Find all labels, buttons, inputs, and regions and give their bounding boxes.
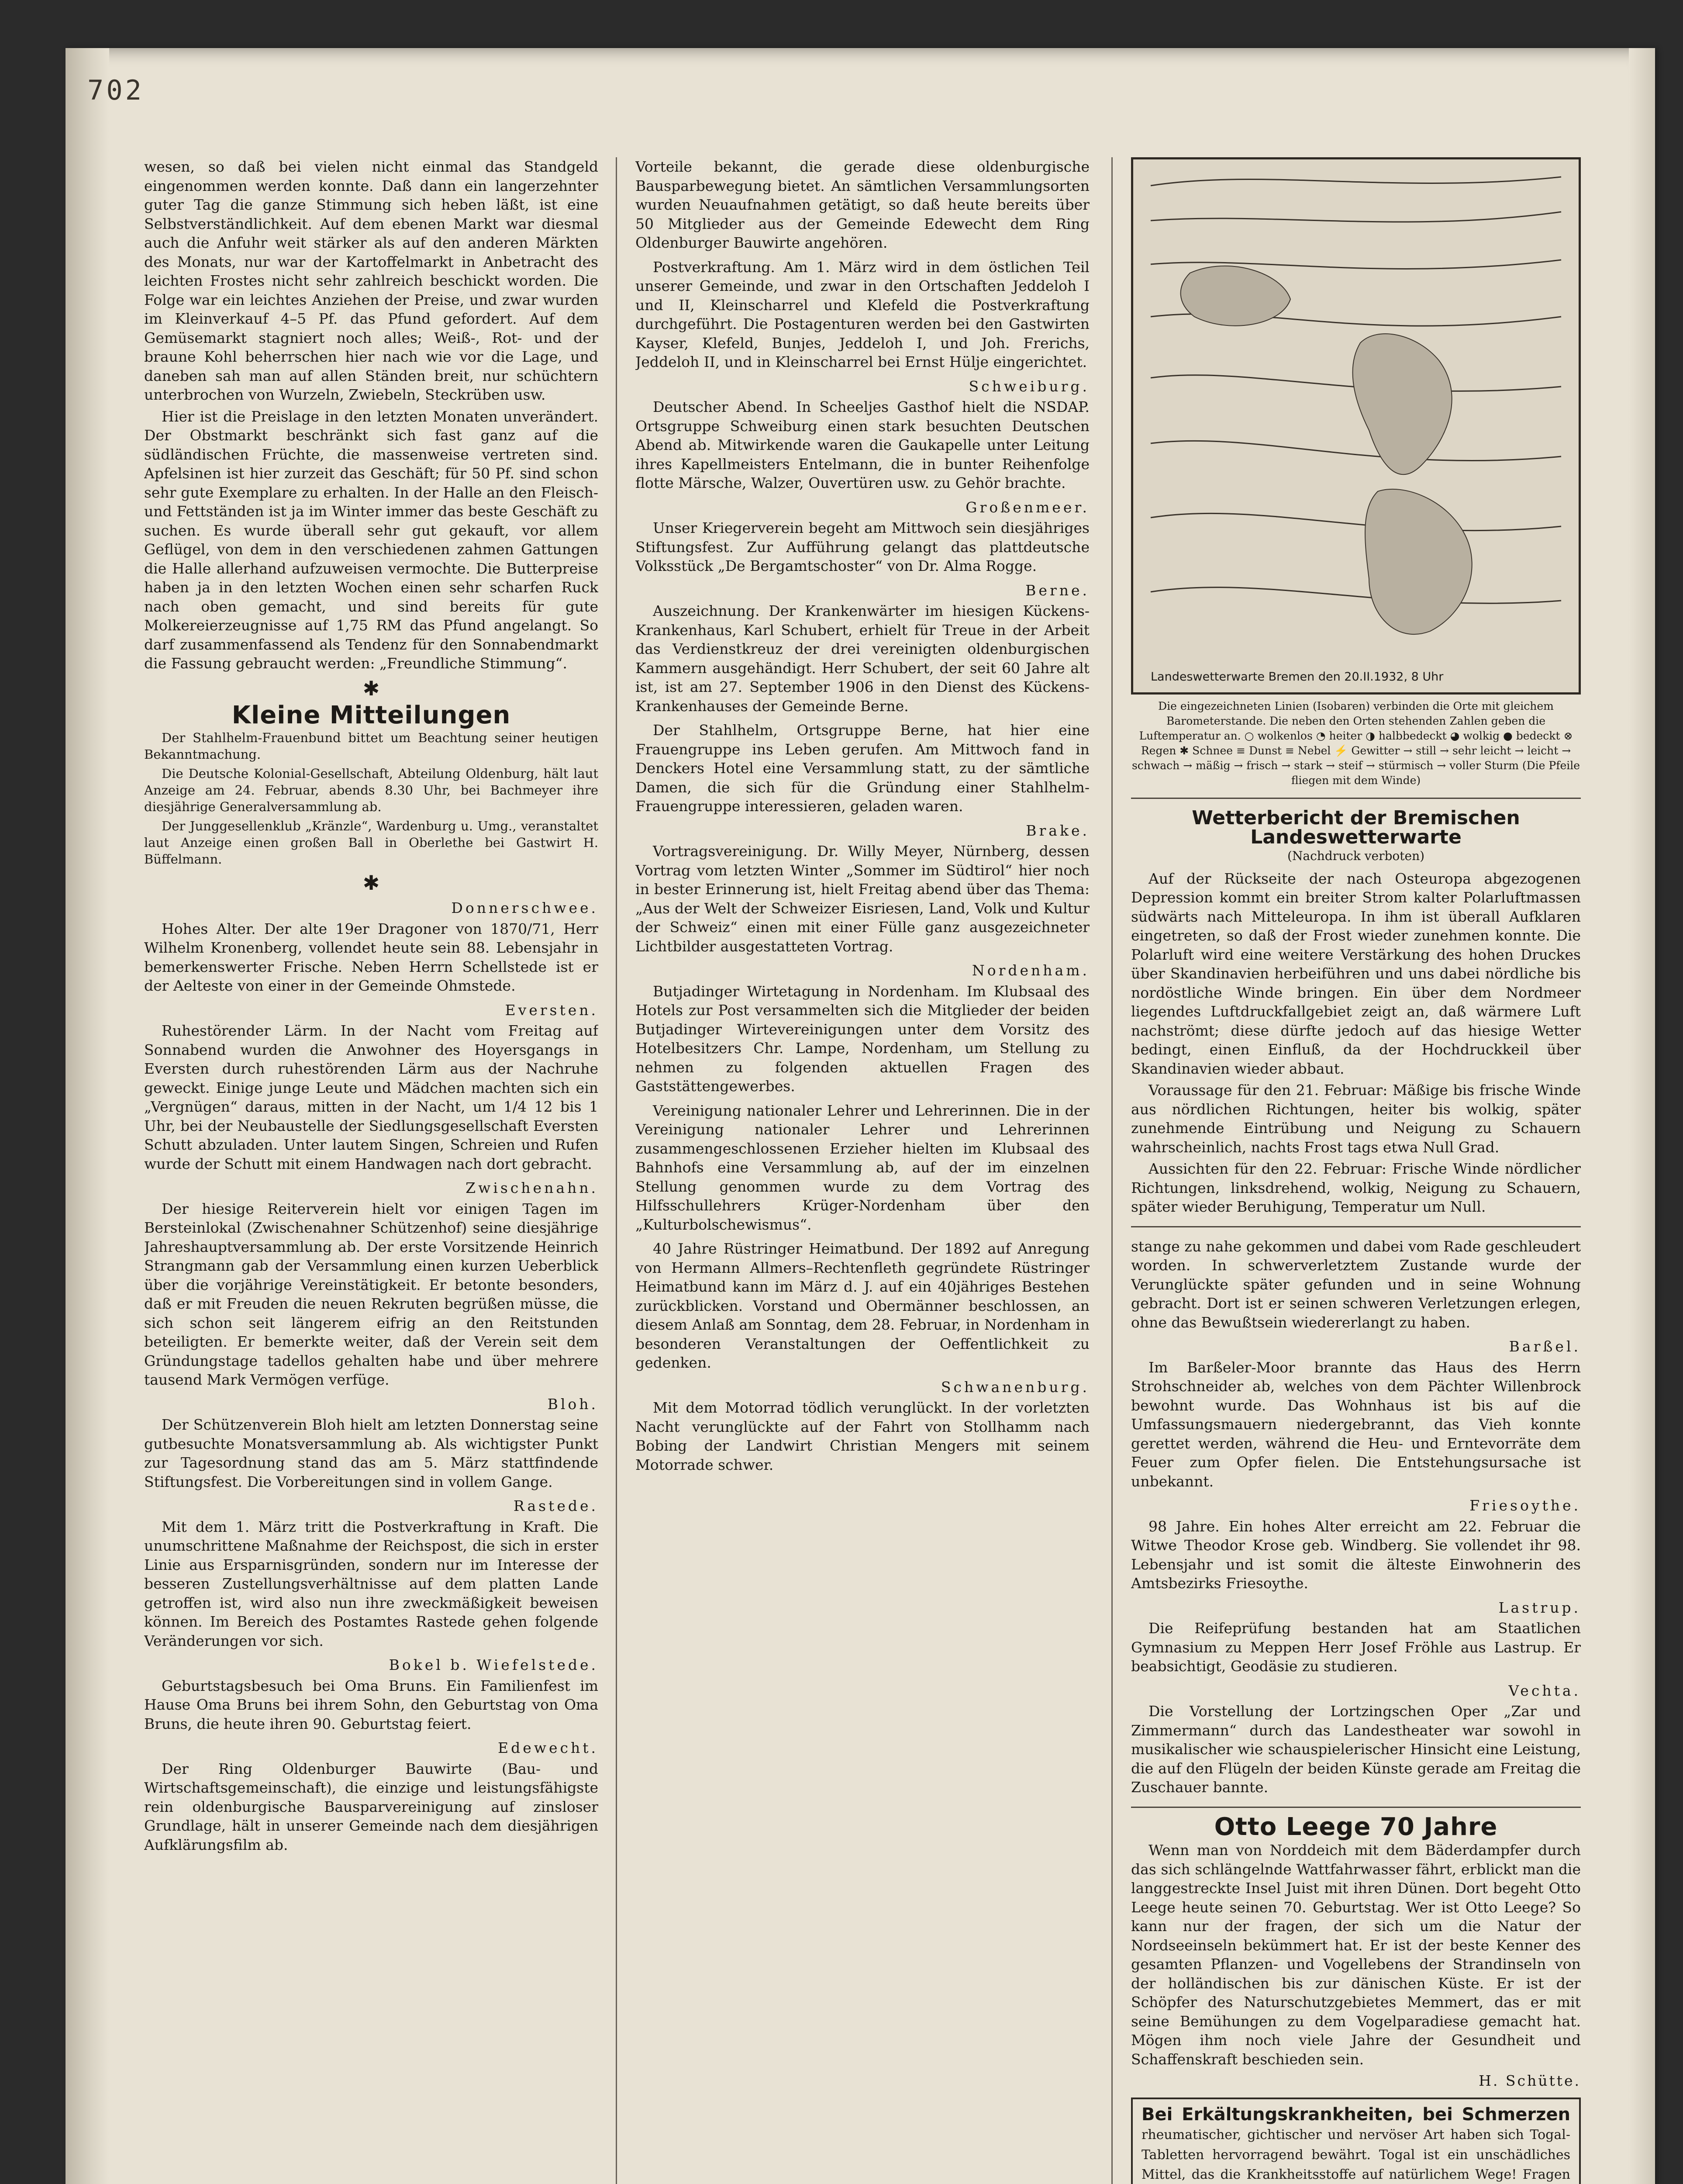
news-entry	[1131, 1237, 1581, 1332]
separator-asterisk: ✱	[362, 871, 380, 895]
section-title-kleine-mitteilungen: Kleine Mitteilungen	[231, 701, 511, 729]
news-entry	[144, 1655, 598, 1733]
entry-text: Der hiesige Reiterverein hielt vor einigen Tagen im Bersteinlokal (Zwischenahner Schützenhof) seine diesjährige Jahreshauptversammlung ab. Der erste Vorsitzende Heinrich Strangmann gab der Versammlung einen kurzen Ueberblick über die vorjährige Vereinstätigkeit. Er betonte besonders, daß er mit Freuden die neuen Rekruten begrüßen müsse, die sich schon seit längerem eifrig an den Reitstunden beteiligten. Er bemerkte weiter, daß der Verein seit dem Gründungstage tadellos gehalten habe und über mehrere tausend Mark Vermögen verfüge.	[144, 1200, 598, 1388]
entry-place: Rastede.	[513, 1497, 598, 1514]
news-entry	[1131, 1681, 1581, 1797]
news-entry	[635, 1101, 1090, 1234]
entry-place: Friesoythe.	[1469, 1497, 1581, 1514]
entry-text: Geburtstagsbesuch bei Oma Bruns. Ein Familienfest im Hause Oma Bruns bei ihrem Sohn, den Geburtstag von Oma Bruns, die heute ihren 90. Geburtstag feiert.	[144, 1677, 598, 1732]
weather-forecast-22: Aussichten für den 22. Februar: Frische Winde nördlicher Richtungen, linksdrehend, wolkig, Neigung zu Schauern, später wieder Beruhigung, Temperatur um Null.	[1131, 1160, 1581, 1215]
news-entry	[1131, 1598, 1581, 1676]
map-caption: Landeswetterwarte Bremen den 20.II.1932, 8 Uhr	[1151, 670, 1444, 684]
entry-text: Mit dem Motorrad tödlich verunglückt. In der vorletzten Nacht verunglückte auf der Fahrt von Stollhamm nach Bobing der Landwirt Christian Mengers mit seinem Motorrade schwer.	[635, 1399, 1090, 1473]
news-entry	[144, 1001, 598, 1174]
entry-text: Die Reifeprüfung bestanden hat am Staatlichen Gymnasium zu Meppen Herr Josef Fröhle aus Lastrup. Er beabsichtigt, Geodäsie zu studieren.	[1131, 1620, 1581, 1675]
isobar-map-graphic	[1133, 159, 1579, 688]
entry-text: Unser Kriegerverein begeht am Mittwoch sein diesjähriges Stiftungsfest. Zur Aufführung gelangt das plattdeutsche Volksstück „De Bergamtschoster“ von Dr. Alma Rogge.	[635, 519, 1090, 574]
entry-text: stange zu nahe gekommen und dabei vom Rade geschleudert worden. In schwerverletztem Zustande wurde der Verunglückte später gefunden und in seine Wohnung gebracht. Dort ist er seinen schweren Verletzungen erlegen, ohne das Bewußtsein wiedererlangt zu haben.	[1131, 1237, 1581, 1331]
entry-text: 40 Jahre Rüstringer Heimatbund. Der 1892 auf Anregung von Hermann Allmers–Rechtenfleth gegründete Rüstringer Heimatbund kann im März d. J. auf ein 40jähriges Bestehen zurückblicken. Vorstand und Obermänner beschlossen, an diesem Anlaß am Sonntag, dem 28. Februar, in Nordenham in besonderen Veranstaltungen der Oeffentlichkeit zu gedenken.	[635, 1240, 1090, 1371]
market-report-body: Hier ist die Preislage in den letzten Monaten unverändert. Der Obstmarkt beschränkt sich fast ganz auf die südländischen Früchte, die massenweise vertreten sind. Apfelsinen ist hier zurzeit das Geschäft; für 50 Pf. sind schon sehr gute Exemplare zu erhalten. In der Halle an den Fleisch- und Fettständen ist ja im Winter immer das beste Geschäft zu suchen. Es wurde überall sehr gut gekauft, vor allem Geflügel, von dem in den verschiedenen zahmen Gattungen die Halle allerhand aufzuweisen vermochte. Die Butterpreise haben ja in den letzten Wochen einen sehr scharfen Ruck nach oben gemacht, und sind bereits für gute Molkereierzeugnisse auf 1,75 RM das Pfund angelangt. So darf zusammenfassend als Tendenz für den Sonnabendmarkt die Fassung gebraucht werden: „Freundliche Stimmung“.	[144, 408, 598, 672]
entry-text: Auszeichnung. Der Krankenwärter im hiesigen Kückens-Krankenhaus, Karl Schubert, erhielt für Treue in der Arbeit das Verdienstkreuz der drei vereinigten oldenburgischen Kammern ausgehändigt. Herr Schubert, der seit 60 Jahre alt ist, ist am 27. September 1906 in den Dienst des Kückens-Krankenhauses der Gemeinde Berne.	[635, 602, 1090, 715]
entry-place: Eversten.	[505, 1001, 598, 1019]
page-binding-edge	[66, 48, 109, 2184]
news-entry	[635, 258, 1090, 372]
notice-item: Der Stahlhelm-Frauenbund bittet um Beachtung seiner heutigen Bekanntmachung.	[144, 730, 598, 762]
togal-advertisement	[1131, 2098, 1581, 2184]
market-report-intro: wesen, so daß bei vielen nicht einmal das Standgeld eingenommen werden konnte. Daß dann ein langerzehnter guter Tag die ganze Stimmung sich heben läßt, ist eine Selbstverständlichkeit. Auf dem ebenen Markt war diesmal auch die Anfuhr weit stärker als auf den anderen Märkten des Monats, nur war der Kartoffelmarkt in Anbetracht des leichten Frostes nicht sehr zahlreich beschickt worden. Die Folge war ein leichtes Anziehen der Preise, und zwar wurden im Kleinverkauf 4–5 Pf. das Pfund gefordert. Auf dem Gemüsemarkt stagniert noch alles; Weiß-, Rot- und der braune Kohl beherrschen hier nach wie vor die Lage, und daneben sah man auf allen Ständen breit, nur schüchtern unterbrochen von Wurzeln, Zwiebeln, Steckrüben usw.	[144, 158, 598, 403]
ad-title: Bei Erkältungskrankheiten, bei Schmerzen	[1142, 2104, 1570, 2125]
news-entry	[635, 1239, 1090, 1372]
column-divider	[616, 157, 617, 2184]
separator-asterisk: ✱	[362, 676, 380, 700]
horizontal-rule	[1131, 798, 1581, 799]
news-entry	[144, 898, 598, 995]
column-1	[144, 157, 598, 2184]
news-entry	[635, 498, 1090, 576]
news-entry	[635, 821, 1090, 956]
news-entry	[144, 1178, 598, 1389]
entry-text: Postverkraftung. Am 1. März wird in dem östlichen Teil unserer Gemeinde, und zwar in den Ortschaften Jeddeloh I und II, Kleinscharrel und Klefeld die Postverkraftung durchgeführt. Die Postagenturen werden bei den Gastwirten Kayser, Klefeld, Bunjes, Jeddeloh I, und Joh. Frerichs, Jeddeloh II, und in Kleinscharrel bei Ernst Hülje eingerichtet.	[635, 258, 1090, 370]
article-continuation: Vorteile bekannt, die gerade diese oldenburgische Bausparbewegung bietet. An sämtlichen Versammlungsorten wurden Neuaufnahmen getätigt, so daß heute bereits über 50 Mitglieder aus der Gemeinde Edewecht dem Ring Oldenburger Bauwirte angehören.	[635, 158, 1090, 251]
entry-text: Ruhestörender Lärm. In der Nacht vom Freitag auf Sonnabend wurden die Anwohner des Hoyersgangs in Eversten durch ruhestörenden Lärm aus der Nachruhe geweckt. Einige junge Leute und Mädchen machten sich ein „Vergnügen“ daraus, mitten in der Nacht, um 1/4 12 bis 1 Uhr, bei der Neubaustelle der Siedlungsgesellschaft Eversten Schutt abzuladen. Unter lautem Singen, Schreien und Rufen wurde der Schutt mit einem Handwagen nach dort gebracht.	[144, 1022, 598, 1172]
entry-place: Edewecht.	[497, 1739, 598, 1756]
notice-item: Der Junggesellenklub „Kränzle“, Wardenburg u. Umg., veranstaltet laut Anzeige einen großen Ball in Oberlethe bei Gastwirt H. Büffelmann.	[144, 818, 598, 867]
entry-place: Zwischenahn.	[466, 1179, 598, 1196]
entry-text: 98 Jahre. Ein hohes Alter erreicht am 22. Februar die Witwe Theodor Krose geb. Windberg. Sie vollendet ihr 98. Lebensjahr und ist somit die älteste Einwohnerin des Amtsbezirks Friesoythe.	[1131, 1517, 1581, 1592]
horizontal-rule	[1131, 1807, 1581, 1808]
entry-place: Brake.	[1026, 822, 1090, 839]
map-legend: Die eingezeichneten Linien (Isobaren) verbinden die Orte mit gleichem Barometerstande. Die neben den Orten stehenden Zahlen geben die Luftemperatur an. ○ wolkenlos ◔ heiter ◑ halbbedeckt ◕ wolkig ● bedeckt ⊗ Regen ✱ Schnee ≡ Dunst ≡ Nebel ⚡ Gewitter → still → sehr leicht → leicht → schwach → mäßig → frisch → stark → steif → stürmisch → voller Sturm (Die Pfeile fliegen mit dem Winde)	[1131, 700, 1580, 787]
column-3	[1131, 157, 1581, 2184]
news-entry	[635, 721, 1090, 816]
news-entry	[635, 1378, 1090, 1475]
leege-article-title: Otto Leege 70 Jahre	[1214, 1812, 1498, 1841]
news-entry	[635, 961, 1090, 1096]
news-entry	[144, 1738, 598, 1854]
weather-report-title: Wetterbericht der Bremischen Landeswetterwarte	[1192, 807, 1520, 848]
column-divider	[1111, 157, 1113, 2184]
entry-place: Lastrup.	[1498, 1599, 1581, 1616]
news-entry	[1131, 1496, 1581, 1593]
entry-place: Barßel.	[1509, 1338, 1581, 1355]
news-entry	[144, 1496, 598, 1650]
ad-text: rheumatischer, gichtischer und nervöser Art haben sich Togal-Tabletten hervorragend bewährt. Togal ist ein unschädliches Mittel, das die Krankheitsstoffe auf natürlichem Wege! Fragen	[1142, 2127, 1570, 2182]
entry-text: Vereinigung nationaler Lehrer und Lehrerinnen. Die in der Vereinigung nationaler Lehrer und Lehrerinnen zusammengeschlossenen Erzieher hielten im Klubsaal des Bahnhofs eine Versammlung ab, auf der im einzelnen Stellung genommen wurde zu dem Vortrag des Hilfsschullehrers Krüger-Nordenham über den „Kulturbolschewismus“.	[635, 1102, 1090, 1233]
entry-text: Mit dem 1. März tritt die Postverkraftung in Kraft. Die unumschrittene Maßnahme der Reichspost, die sich in erster Linie aus Ersparnisgründen, sondern nur im Interesse der besseren Zustellungsverhältnisse auf dem platten Lande getroffen ist, wird also nun ihre zweckmäßigkeit beweisen können. Im Bereich des Postamtes Rastede gehen folgende Veränderungen vor sich.	[144, 1518, 598, 1649]
news-entry	[1131, 1337, 1581, 1491]
entry-place: Großenmeer.	[966, 498, 1090, 516]
entry-place: Bokel b. Wiefelstede.	[389, 1656, 598, 1673]
entry-text: Der Stahlhelm, Ortsgruppe Berne, hat hier eine Frauengruppe ins Leben gerufen. Am Mittwoch fand in Denckers Hotel eine Versammlung statt, zu der sämtliche Damen, die sich für die Gründung einer Stahlhelm-Frauengruppe interessieren, geladen waren.	[635, 722, 1090, 815]
weather-forecast-21: Voraussage für den 21. Februar: Mäßige bis frische Winde aus nördlichen Richtungen, heiter bis wolkig, später zunehmende Eintrübung und Neigung zu Schauern wahrscheinlich, nachts Frost tags etwa Null Grad.	[1131, 1082, 1581, 1156]
entry-place: Berne.	[1025, 581, 1090, 599]
leege-article-text: Wenn man von Norddeich mit dem Bäderdampfer durch das sich schlängelnde Wattfahrwasser fährt, erblickt man die langgestreckte Insel Juist mit ihren Dünen. Dort begeht Otto Leege heute seinen 70. Geburtstag. Wer ist Otto Leege? So kann nur der fragen, der sich um die Natur der Nordseeinseln bekümmert hat. Er ist der beste Kenner des gesamten Pflanzen- und Vogellebens der Strandinseln von der holländischen bis zur dänischen Küste. Er ist der Schöpfer des Naturschutzgebietes Memmert, das er mit seine Bemühungen zu dem Vogelparadiese gemacht hat. Mögen ihm noch viele Jahre der Gesundheit und Schaffenskraft beschieden sein.	[1131, 1842, 1581, 2068]
page-right-fold	[1629, 48, 1655, 2184]
weather-report-subtitle: (Nachdruck verboten)	[1287, 849, 1425, 863]
entry-place: Bloh.	[547, 1395, 598, 1413]
entry-place: Schweiburg.	[969, 377, 1090, 395]
entry-text: Der Ring Oldenburger Bauwirte (Bau- und Wirtschaftsgemeinschaft), die einzige und leistungsfähigste rein oldenburgische Bausparvereinigung auf zinsloser Grundlage, hält in unserer Gemeinde nach dem diesjährigen Aufklärungsfilm ab.	[144, 1760, 598, 1853]
news-entry	[144, 1395, 598, 1492]
entry-text: Vortragsvereinigung. Dr. Willy Meyer, Nürnberg, dessen Vortrag vom letzten Winter „Sommer im Südtirol“ hier noch in bester Erinnerung ist, hielt Freitag abend über das Thema: „Aus der Welt der Schweizer Eisriesen, Land, Volk und Kultur der Schweiz“ einen mit einer Fülle ganz ausgezeichneter Lichtbilder ausgestatteten Vortrag.	[635, 843, 1090, 955]
entry-text: Der Schützenverein Bloh hielt am letzten Donnerstag seine gutbesuchte Monatsversammlung ab. Als wichtigster Punkt zur Tagesordnung stand das am 5. März stattfindende Stiftungsfest. Die Vorbereitungen sind in vollem Gange.	[144, 1416, 598, 1490]
entry-text: Im Barßeler-Moor brannte das Haus des Herrn Strohschneider ab, welches von dem Pächter Willenbrock bewohnt wurde. Das Wohnhaus ist bis auf die Umfassungsmauern niedergebrannt, das Vieh konnte gerettet werden, während die Heu- und Erntevorräte dem Feuer zum Opfer fielen. Die Entstehungsursache ist unbekannt.	[1131, 1358, 1581, 1490]
page-number: 702	[87, 74, 144, 106]
article-signature: H. Schütte.	[1479, 2072, 1581, 2089]
weather-map	[1131, 157, 1581, 695]
news-entry	[635, 581, 1090, 716]
entry-text: Hohes Alter. Der alte 19er Dragoner von 1870/71, Herr Wilhelm Kronenberg, vollendet heute sein 88. Lebensjahr in bemerkenswerter Frische. Neben Herrn Schellstede ist er der Aelteste von einer in der Gemeinde Ohmstede.	[144, 920, 598, 994]
entry-place: Vechta.	[1508, 1682, 1581, 1699]
news-entry	[635, 377, 1090, 493]
horizontal-rule	[1131, 1226, 1581, 1227]
weather-report-text: Auf der Rückseite der nach Osteuropa abgezogenen Depression kommt ein breiter Strom kalter Polarluftmassen südwärts nach Mitteleuropa. In ihm ist überall Aufklaren eingetreten, so daß der Frost wieder zunehmen konnte. Die Polarluft wird eine weitere Verstärkung des hohen Druckes über Skandinavien herbeiführen und uns dabei nördliche bis nordöstliche Winde bringen. Ein über dem Nordmeer liegendes Luftdruckfallgebiet zeigt an, daß wärmere Luft nachströmt; diese dürfte jedoch auf das hiesige Wetter bedingt, einen Einfluß, da der Hochdruckkeil über Skandinavien wieder abbaut.	[1131, 870, 1581, 1077]
entry-text: Die Vorstellung der Lortzingschen Oper „Zar und Zimmermann“ durch das Landestheater war sowohl in musikalischer wie schauspielerischer Hinsicht eine Leistung, die auf den Flügeln der beiden Künste gerade am Freitag die Zuschauer bannte.	[1131, 1703, 1581, 1796]
notice-item: Die Deutsche Kolonial-Gesellschaft, Abteilung Oldenburg, hält laut Anzeige am 24. Februar, abends 8.30 Uhr, bei Bachmeyer ihre diesjährige Generalversammlung ab.	[144, 766, 598, 814]
column-2	[635, 157, 1090, 2184]
entry-place: Donnerschwee.	[451, 899, 598, 916]
entry-text: Butjadinger Wirtetagung in Nordenham. Im Klubsaal des Hotels zur Post versammelten sich die Mitglieder der beiden Butjadinger Wirtevereinigungen unter dem Vorsitz des Hotelbesitzers Chr. Lampe, Nordenham, um Stellung zu nehmen zu folgenden aktuellen Fragen des Gaststättengewerbes.	[635, 982, 1090, 1095]
entry-text: Deutscher Abend. In Scheeljes Gasthof hielt die NSDAP. Ortsgruppe Schweiburg einen stark besuchten Deutschen Abend ab. Mitwirkende waren die Gaukapelle unter Leitung ihres Kapellmeisters Entelmann, die in bunter Reihenfolge flotte Märsche, Walzer, Ouvertüren usw. zu Gehör brachte.	[635, 398, 1090, 491]
entry-place: Schwanenburg.	[941, 1378, 1090, 1396]
entry-place: Nordenham.	[972, 962, 1090, 979]
